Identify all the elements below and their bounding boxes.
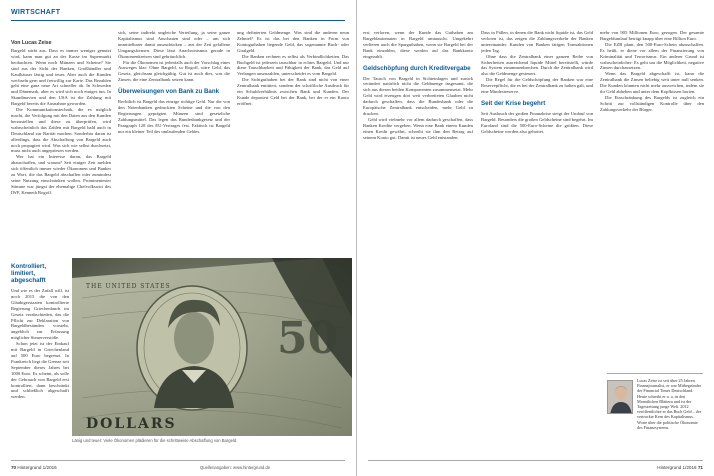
author-box [607,378,703,448]
paragraph: Ohne dass die Zentralbank einer ganzen Reihe von Sicherheiten ausreichend liquide Mittel bereitstellt, würde das System zusammenbrechen. Durch die Zentralbank wird also die Geldmenge gesteuert. [481,53,593,77]
banknote-photo [72,258,352,436]
page-number: 70 [11,465,17,470]
right-column-1 [363,30,473,440]
paragraph: Die Einschränkung des Bargelds ist zugleich ein Schritt zur vollständigen Kontrolle über den Zahlungsverkehr der Bürger. [600,94,704,112]
left-column-2 [118,30,230,256]
paragraph: Geld wird vielmehr vor allem dadurch geschaffen, dass Banken Kredite vergeben. Wenn eine Bank einem Kunden einen Kredit gewährt, schreibt sie ihm den Betrag auf seinem Konto gut. Damit ist neues Geld entstanden. [363,116,473,140]
left-column-1 [11,48,111,256]
paragraph: erst verloren, wenn der Kunde das Guthaben am Bargeldautomaten in Bargeld umtauscht. Umgekehrt verlieren auch die Sparguthaben, wenn sie Bargeld bei der Bank einzahlen, diese werden auf das Bankkonto eingezahlt. [363,30,473,59]
paragraph: Schon jetzt ist der Einkauf mit Bargeld in Griechenland auf 500 Euro begrenzt. In Frankreich liegt die Grenze seit September dieses Jahres bei 1000 Euro. Es scheint, als solle der Gebrauch von Bargeld erst kontrolliert, dann beschränkt und schließlich abgeschafft werden. [11,341,69,400]
subheading: Seit der Krise begehrt [481,99,546,107]
photo-caption: Länig und teuer: Viele Ökonomen plädieren für die schrittweise Abschaffung von Bargeld. [72,438,238,443]
footer-rule [368,460,703,461]
paragraph: Für die Ökonomen ist jedenfalls auch der Vorschlag eines Ausweges klar: Ohne Bargeld, so Rogoff, wäre Geld, das Gesetz, gleichsam gleichgültig. Gut ist auch dies, was die Zinsen, die eine Zentralbank setzen kann. [118,59,230,83]
paragraph: Und wie es der Zufall will, ist noch 2015 die von den Gläubigerstaaten kontrollierte Regierung Griechenlands im Gesetz verabschieden, das die Pflicht zur Deklaration von Bargeldbeständen vorsieht, angeblich zur Erfassung möglicher Steuerverstöße. [11,288,69,341]
svg-text:THE UNITED STATES: THE UNITED STATES [86,283,171,290]
paragraph: Die Sichtguthaben bei der Bank sind nicht von einer Zentralbank emittiert, sondern der schriftliche Ausdruck für ein Schuldverhältnis zwischen Bank und Kunden. Der Kunde deponiert Geld bei der Bank, bei der er ein Konto eröffnet. [237,77,349,106]
left-column-1b [11,258,69,458]
paragraph: Wenn das Bargeld abgeschafft ist, kann die Zentralbank die Zinsen beliebig weit unter null senken. Die Kunden könnten nicht mehr ausweichen, indem sie ihr Geld abheben und unter dem Kopfkissen horten. [600,71,704,95]
svg-text:DOLLARS: DOLLARS [86,416,177,432]
paragraph: Die Banken rechnen es selbst als Verbindlichkeiten. Das Buchgeld ist jederzeit tauschbar in echtes Bargeld. Und nur diese Tauschbarkeit und Fähigkeit der Bank, das Geld auf Verlangen auszuzahlen, unterscheidet es vom Bargeld. [237,53,349,77]
author-bio: Lucas Zeise ist seit über 25 Jahren Finanzjournalist, er war Mitbegründer der Financial Times Deutschland. Heute schreibt er u. a. in den Monatlichen Blättern und ist der Tageszeitung junge Welt. 2012 veröffentlichte er das Buch Geld – der vertrackte Kern des Kapitalismus. Worte über die politische Ökonomie des Finanzsystems. [637,378,702,430]
svg-text:50: 50 [277,313,339,364]
page-number-left [11,465,57,470]
subheading: Überweisungen von Bank zu Bank [118,88,220,96]
right-column-3 [600,30,704,370]
left-column-3 [237,30,349,256]
paragraph: Der Tausch von Bargeld in Sichteinlagen und zurück verändert natürlich nicht die Geldmenge insgesamt, die sich aus diesen beiden Komponenten zusammensetzt. Mehr Geld wird erzeugen dort weit verbreiteten Glauben nicht dadurch geschaffen, dass die Bundesbank oder die Europäische Zentralbank entscheiden, mehr Geld zu drucken. [363,75,473,116]
paragraph: Die Kommunikationstechnik, die es möglich macht, die Verfolgung mit den Daten aus den Kunden herzustellen und diese zu überprüfen, wird wahrscheinlich das Zahlen mit Bargeld bald auch in Deutschland zur Rarität machen. Sonderbar daran ist allerdings, dass die Abschaffung von Bargeld auch noch propagiert wird. Was sich wie selbst durchsetzt, muss nicht auch angepriesen werden. [11,107,111,154]
paragraph: mehr von 905 Millionen Euro, gezogen. Der gesamte Bargeldumlauf beträgt knapp über eine Billion Euro. [600,30,704,41]
paragraph: Rechtlich ist Bargeld das einzige richtige Geld. Nur die von den Notenbanken gedruckten Scheine und die von den Regierungen geprägten Münzen sind gesetzliche Zahlungsmittel. Das legen das Bundesbankgesetz und der Paragraph 128 des EU-Vertrages fest. Faktisch ist Bargeld nur ein kleiner Teil des umlaufenden Geldes. [118,99,230,134]
right-page [357,0,714,476]
paragraph: sich, seine indirekt ungleiche Verteilung, ja seine ganze Kapitalismus sind Anschauen sind oder – um sich unmittelbarer damit auszudrücken – aus der Zeit gefallene Umgangsformen. Diese lässt Anachronismus gerade in Ökonomenkreisen sind gebräuchlich. [118,30,230,59]
byline: Von Lucas Zeise [11,40,52,46]
subheading: Kontrolliert, limitiert, abgeschafft [11,263,47,284]
paragraph: Bargeld stirbt aus. Dass es immer weniger genutzt wird, kann man gut an der Kasse im Supermarkt beobachten. Wenn noch Münzen und Scheine? Sie sind aus der Sicht der Banken, Großhändler und Kaufhäuser lästig und teuer. Aber auch die Kunden wechseln gern und freiwillig zur Karte. Das Bezahlen geht eine ganz neue Art schneller ab. In Schweden und Dänemark, aber es wird sich noch einiges tun. In Skandinavien und den USA ist die Zahlung mit Bargeld bereits die Ausnahme geworden. [11,48,111,107]
paragraph: ung definierten Geldmenge. Was sind die anderen neun Zehntel? Es ist das bei den Banken in Form von Kontoguthaben liegende Geld, das sogenannte Buch- oder Giralgeld. [237,30,349,53]
paragraph: Dass in Fällen, in denen die Bank nicht liquide ist, das Geld verloren ist, das zeigen die Zahlungsverkehr der Banken untereinander. Kunden von Banken tätigen Transaktionen jeden Tag. [481,30,593,53]
paragraph: Seit Ausbruch der großen Finanzkrise steigt der Umlauf von Bargeld. Besonders die großen Geldscheine sind begehrt. Im Euroland sind die 500-Euro-Scheine die größten. Diese Geldscheine werden also gehortet. [481,110,593,134]
source-note: Quellenangaben: www.hintergrund.de [200,465,271,470]
page-number-right [657,465,703,470]
footer-rule [11,460,345,461]
right-column-2 [481,30,593,440]
paragraph: Die Regel für die Geldschöpfung der Banken war eine Reservepflicht, die es bei der Zentralbank zu halten galt, und eine Mindestreserve. [481,77,593,95]
section-rule [11,20,345,21]
magazine-issue: Hintergrund 1/2016 [657,465,697,470]
section-label: WIRTSCHAFT [11,9,61,16]
paragraph: Wer hat ein Interesse daran, das Bargeld abzuschaffen, und warum? Seit einiger Zeit melden sich öffentlich immer wieder Ökonomen und Banker zu Wort, die das Bargeld abschaffen oder zumindest seine Nutzung einschränken wollen. Prominentester Stimme war jüngst der ehemalige Chefvolkswirt des IWF, Kenneth Rogoff. [11,154,111,195]
author-rule [607,373,703,374]
subheading: Geldschöpfung durch Kreditvergabe [363,64,471,72]
page-number: 71 [697,465,703,470]
paragraph: Die EZB plant, den 500-Euro-Schein abzuschaffen. Es heißt, er diene vor allem der Finanzierung von Kriminalität und Terrorismus. Ein anderer Grund ist wahrscheinlicher: Es geht um die Möglichkeit, negative Zinsen durchzusetzen. [600,41,704,71]
magazine-issue: Hintergrund 1/2016 [17,465,57,470]
author-photo [607,380,633,414]
